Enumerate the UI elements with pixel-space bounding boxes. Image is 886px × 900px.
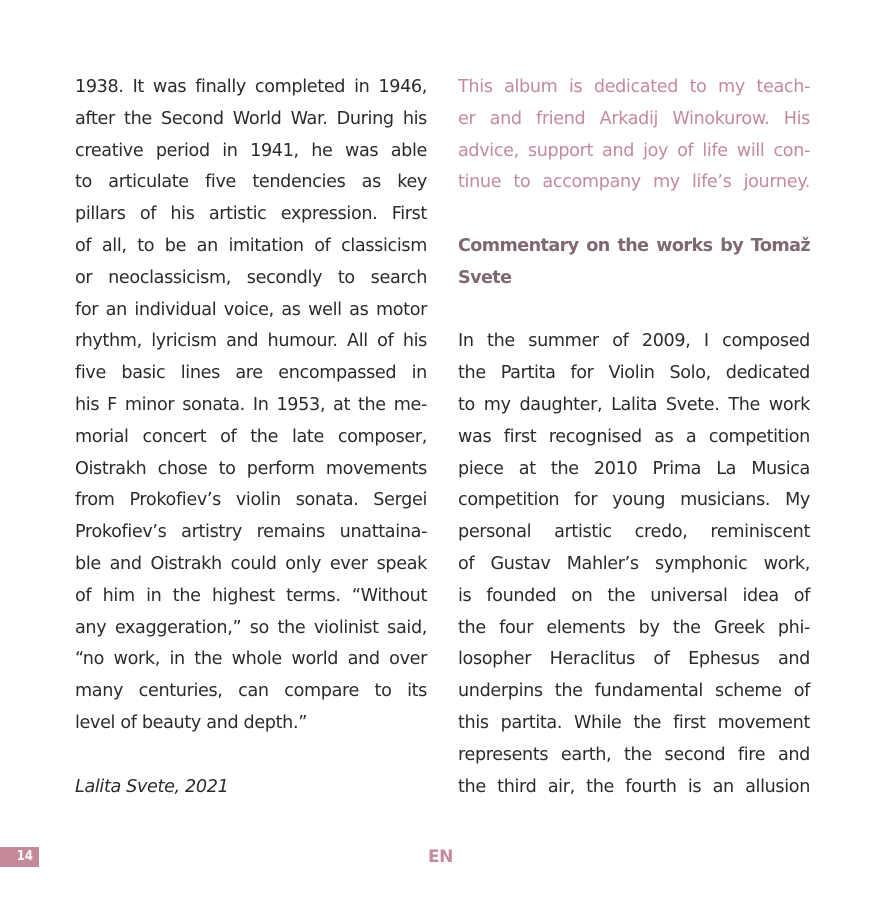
paragraph-gap	[458, 199, 810, 231]
dedication-line: tinue to accompany my life’s journey.	[458, 172, 810, 193]
left-column	[75, 72, 427, 803]
text-line: losopher Heraclitus of Ephesus and	[458, 649, 810, 670]
text-line: Oistrakh chose to perform movements	[75, 458, 427, 479]
text-line: rhythm, lyricism and humour. All of his	[75, 331, 427, 352]
dedication-paragraph	[458, 72, 810, 199]
text-line: or neoclassicism, secondly to search	[75, 267, 427, 288]
text-line: to my daughter, Lalita Svete. The work	[458, 394, 810, 415]
text-line: creative period in 1941, he was able	[75, 140, 427, 161]
dedication-line: This album is dedicated to my teach-	[458, 77, 810, 97]
text-line: “no work, in the whole world and over	[75, 649, 427, 670]
paragraph-gap	[458, 295, 810, 327]
right-column	[458, 72, 810, 803]
text-line: of him in the highest terms. “Without	[75, 585, 427, 606]
text-line: level of beauty and depth.”	[75, 712, 307, 733]
language-label: EN	[428, 847, 453, 867]
page-number-badge: 14	[0, 847, 39, 867]
text-line: many centuries, can compare to its	[75, 681, 427, 702]
text-line: personal artistic credo, reminiscent	[458, 522, 810, 543]
heading-line: Svete	[458, 267, 512, 288]
text-line: the four elements by the Greek phi-	[458, 617, 810, 638]
heading-line: Commentary on the works by Tomaž	[458, 235, 810, 256]
text-line: ble and Oistrakh could only ever speak	[75, 553, 427, 574]
text-line: this partita. While the first movement	[458, 712, 810, 733]
body-paragraph-right	[458, 326, 810, 803]
dedication-line: advice, support and joy of life will con-	[458, 140, 810, 161]
text-line: was first recognised as a competition	[458, 426, 810, 447]
text-line: five basic lines are encompassed in	[75, 363, 427, 384]
paragraph-gap	[75, 740, 427, 772]
text-line: his F minor sonata. In 1953, at the me-	[75, 394, 427, 415]
text-line: pillars of his artistic expression. First	[75, 204, 427, 225]
text-line: of all, to be an imitation of classicism	[75, 235, 427, 256]
text-line: underpins the fundamental scheme of	[458, 681, 810, 702]
text-line: piece at the 2010 Prima La Musica	[458, 458, 810, 479]
text-line: is founded on the universal idea of	[458, 585, 810, 606]
text-line: represents earth, the second fire and	[458, 744, 810, 765]
text-line: from Prokofiev’s violin sonata. Sergei	[75, 490, 427, 511]
dedication-line: er and friend Arkadij Winokurow. His	[458, 108, 810, 129]
text-line: In the summer of 2009, I composed	[458, 331, 810, 352]
text-line: Prokofiev’s artistry remains unattaina-	[75, 522, 427, 543]
text-line: for an individual voice, as well as motor	[75, 299, 427, 320]
text-line: 1938. It was finally completed in 1946,	[75, 77, 427, 97]
text-line: morial concert of the late composer,	[75, 426, 427, 447]
text-line: competition for young musicians. My	[458, 490, 810, 511]
section-heading	[458, 231, 810, 295]
text-line: after the Second World War. During his	[75, 108, 427, 129]
text-line: the Partita for Violin Solo, dedicated	[458, 363, 810, 384]
author-signature: Lalita Svete, 2021	[75, 776, 229, 797]
text-line: the third air, the fourth is an allusion	[458, 776, 810, 797]
text-line: of Gustav Mahler’s symphonic work,	[458, 553, 810, 574]
body-paragraph-left	[75, 72, 427, 740]
text-line: any exaggeration,” so the violinist said,	[75, 617, 427, 638]
text-line: to articulate five tendencies as key	[75, 172, 427, 193]
